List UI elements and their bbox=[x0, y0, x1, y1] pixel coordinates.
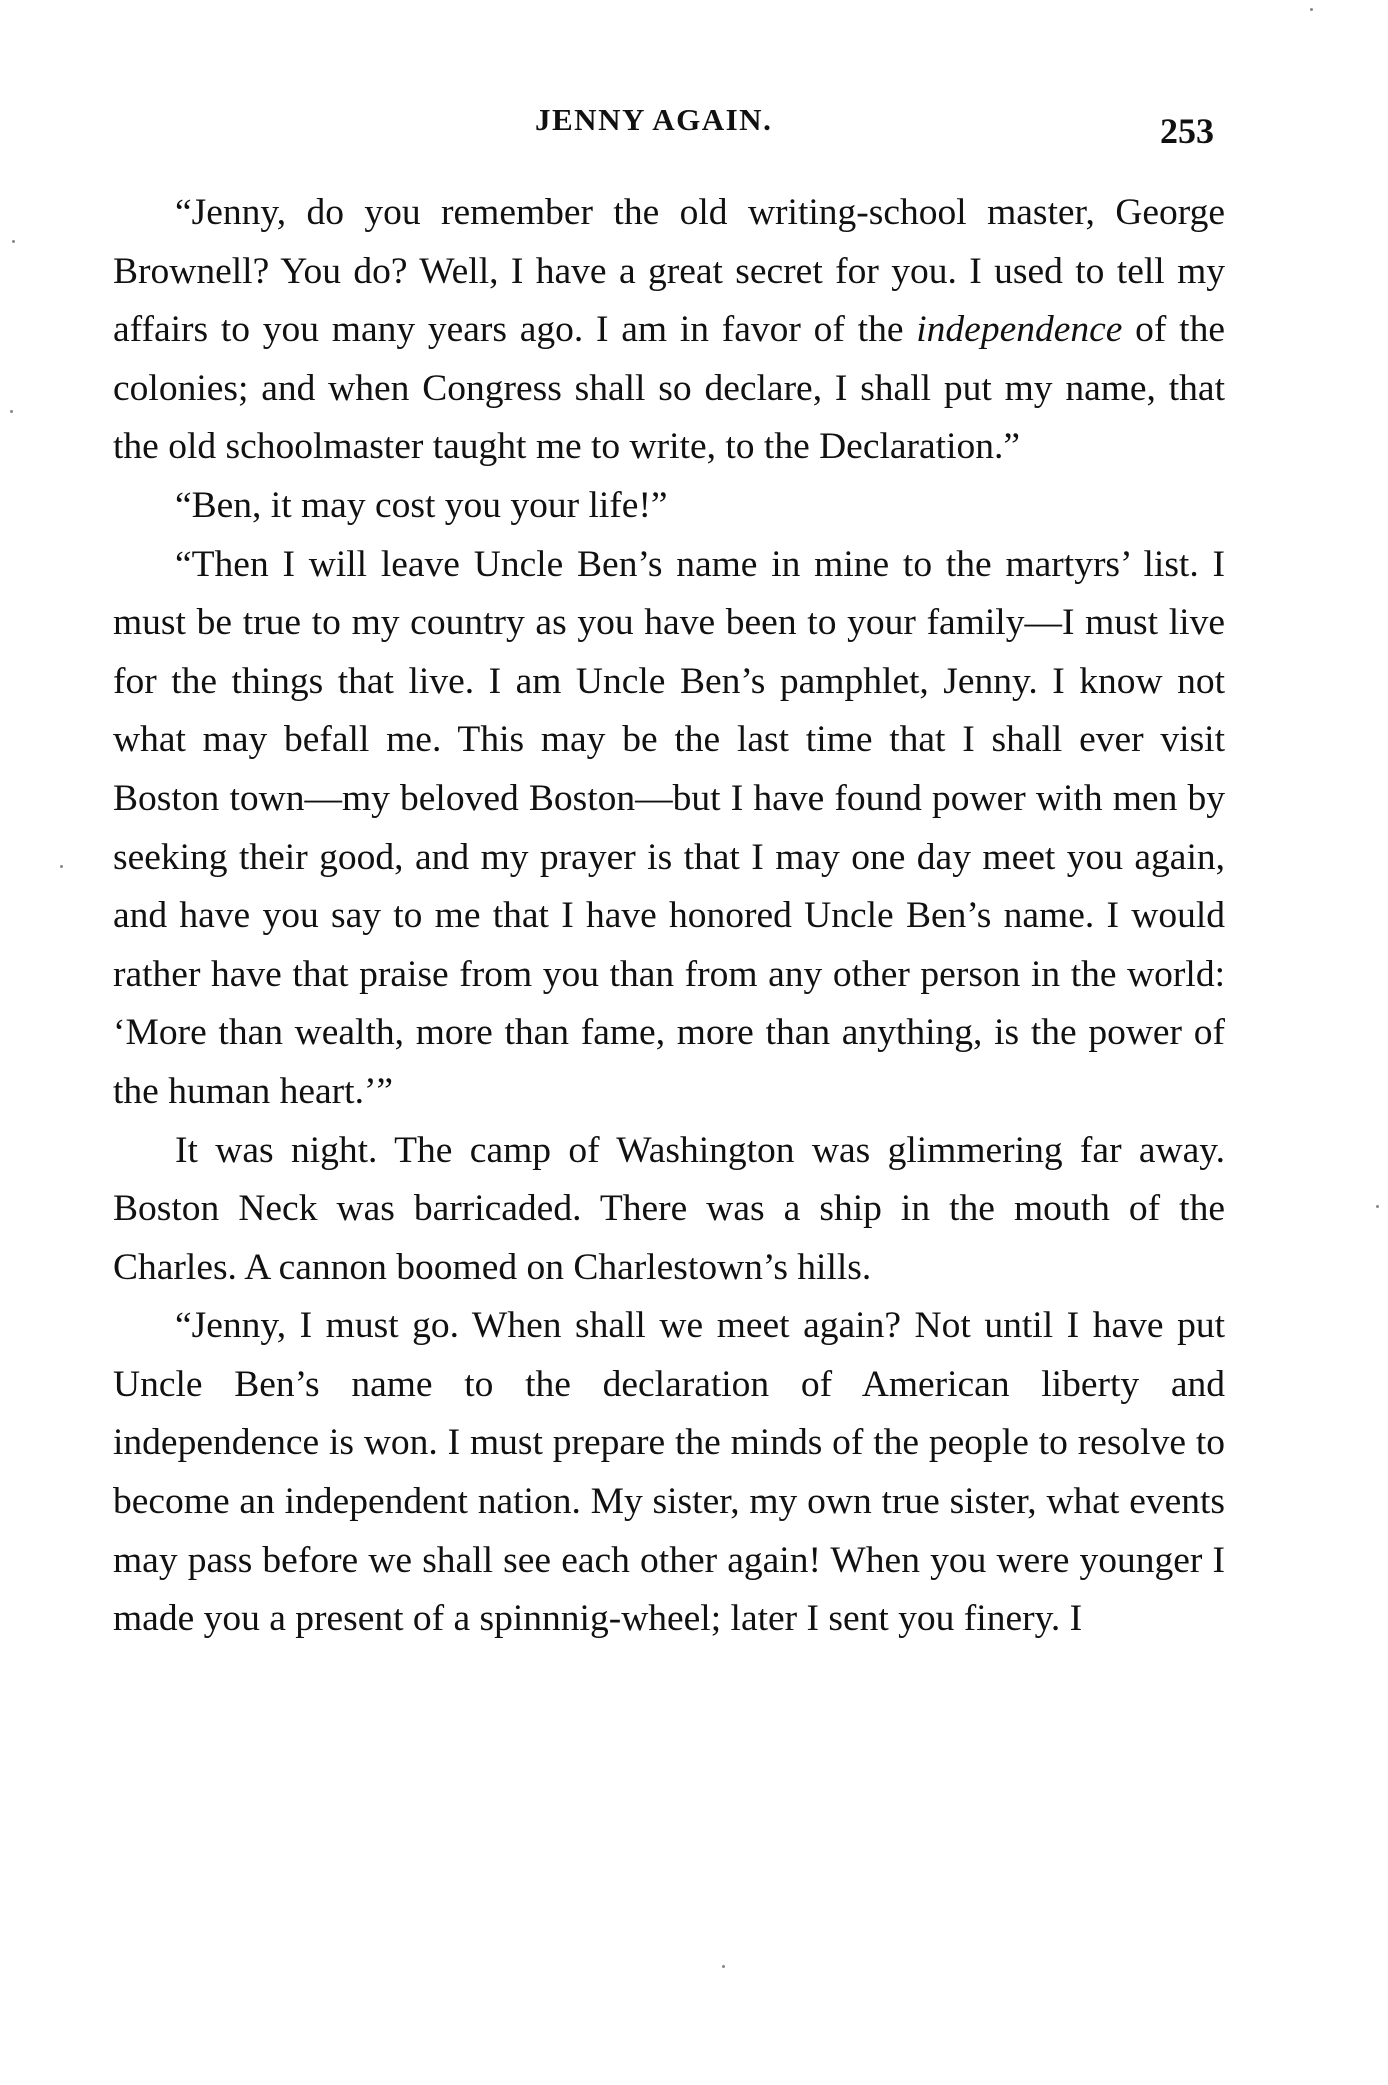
paragraph-5: “Jenny, I must go. When shall we meet again? Not until I have put Uncle Ben’s name to the declaration of American liberty and independence is won. I must prepare the minds of the people to resolve to become an independent nation. My sister, my own true sister, what events may pass before we shall see each other again! When you were younger I made you a present of a spinnnig-wheel; later I sent you finery. I bbox=[113, 1305, 1225, 1640]
paragraph-1-text-start: “Jenny, do you remember the old writing-school master, George Brownell? You do? Well, I have a great secret for you. I used to tell my affairs to you many years ago. I am in favor of the bbox=[113, 192, 1225, 351]
paragraph-1 bbox=[113, 184, 1225, 477]
scan-speck bbox=[722, 1965, 725, 1968]
emphasis-independence: independence bbox=[916, 309, 1123, 351]
paragraph-4: It was night. The camp of Washington was glimmering far away. Boston Neck was barricaded. There was a ship in the mouth of the Charles. A cannon boomed on Charlestown’s hills. bbox=[113, 1129, 1225, 1288]
paragraph-1-text-end: of the colonies; and when Congress shall so declare, I shall put my name, that the old schoolmaster taught me to write, to the Declaration.” bbox=[113, 309, 1225, 468]
running-title: JENNY AGAIN. bbox=[535, 102, 773, 137]
page-header bbox=[0, 100, 1388, 160]
paragraph-3: “Then I will leave Uncle Ben’s name in mine to the martyrs’ list. I must be true to my country as you have been to your family—I must live for the things that live. I am Uncle Ben’s pamphlet, Jenny. I know not what may befall me. This may be the last time that I shall ever visit Boston town—my beloved Boston—but I have found power with men by seeking their good, and my prayer is that I may one day meet you again, and have you say to me that I have honored Uncle Ben’s name. I would rather have that praise from you than from any other person in the world: ‘More than wealth, more than fame, more than anything, is the power of the human heart.’” bbox=[113, 543, 1225, 1112]
scan-speck bbox=[12, 240, 15, 243]
paragraph-2: “Ben, it may cost you your life!” bbox=[175, 484, 668, 526]
scan-speck bbox=[1376, 1205, 1379, 1208]
scan-speck bbox=[10, 410, 13, 413]
scan-speck bbox=[60, 865, 63, 868]
page-number: 253 bbox=[1160, 111, 1214, 151]
scan-speck bbox=[1310, 8, 1313, 11]
body-text bbox=[113, 184, 1225, 1649]
